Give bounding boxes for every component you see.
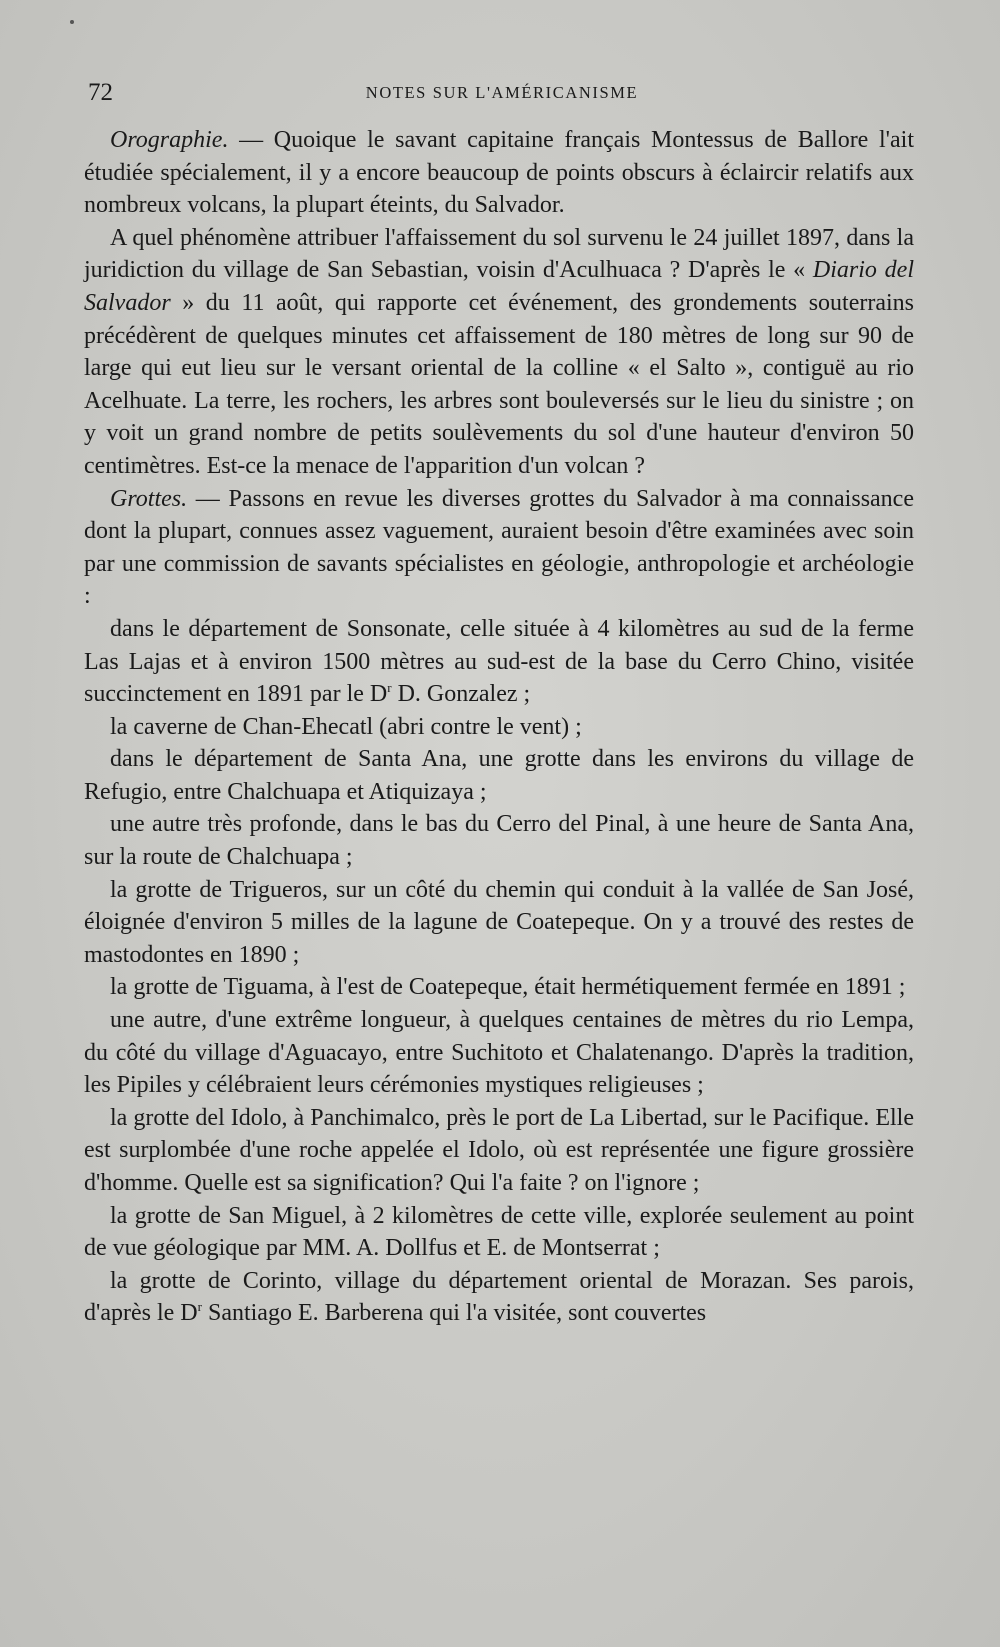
- newspaper-title: Diario del Salvador: [84, 257, 914, 316]
- paragraph-text-after: Santiago E. Barberena qui l'a visitée, sont couvertes: [201, 1300, 707, 1327]
- paragraph-text: — Quoique le savant capitaine français Montessus de Ballore l'ait étudiée spécialement, il y a encore beaucoup de points obscurs à éclaircir relatifs aux nombreux volcans, la plupart éteints, du Salvador.: [84, 127, 914, 219]
- list-item-aguacayo: une autre, d'une extrême longueur, à quelques centaines de mètres du rio Lempa, du côté du village d'Aguacayo, entre Suchitoto et Chalatenango. D'après la tradition, les Pipiles y célébraient leurs cérémonies mystiques religieuses ;: [84, 1007, 914, 1099]
- running-title: NOTES SUR L'AMÉRICANISME: [365, 83, 639, 102]
- paragraph-affaissement: [84, 222, 914, 483]
- running-head: [88, 78, 916, 108]
- list-item-cerro-del-pinal: une autre très profonde, dans le bas du Cerro del Pinal, à une heure de Santa Ana, sur la route de Chalchuapa ;: [84, 811, 914, 871]
- list-item-san-miguel: la grotte de San Miguel, à 2 kilomètres de cette ville, explorée seulement au point de vue géologique par MM. A. Dollfus et E. de Montserrat ;: [84, 1202, 914, 1262]
- paragraph-text: — Passons en revue les diverses grottes du Salvador à ma connaissance dont la plupart, connues assez vaguement, auraient besoin d'être examinées avec soin par une commission de savants spécialistes en géologie, anthropologie et archéologie :: [84, 485, 914, 610]
- paragraph-text: la grotte de Corinto, village du département oriental de Morazan. Ses parois, d'après le D: [84, 1267, 914, 1327]
- list-item-sonsonate: [84, 613, 914, 711]
- section-lead-orographie: Orographie.: [110, 127, 229, 153]
- paragraph-text: dans le département de Sonsonate, celle située à 4 kilomètres au sud de la ferme Las Lajas et à environ 1500 mètres au sud-est de la base du Cerro Chino, visitée succinctement en 1891 par le D: [84, 615, 914, 708]
- list-item-chan-ehecatl: la caverne de Chan-Ehecatl (abri contre le vent) ;: [110, 713, 582, 740]
- section-lead-grottes: Grottes.: [110, 485, 188, 512]
- body-text: [84, 124, 914, 1330]
- superscript: r: [387, 680, 392, 696]
- list-item-corinto: [84, 1265, 914, 1330]
- list-item-tiguama: la grotte de Tiguama, à l'est de Coatepeque, était hermétiquement fermée en 1891 ;: [110, 974, 906, 1001]
- paragraph-text-after: » du 11 août, qui rapporte cet événement, des grondements souterrains précédèrent de quelques minutes cet affaissement de 180 mètres de long sur 90 de large qui eut lieu sur le versant oriental de la colline « el Salto », contiguë au rio Acelhuate. La terre, les rochers, les arbres sont bouleversés sur le lieu du sinistre ; on y voit un grand nombre de petits soulèvements du sol d'une hauteur d'environ 50 centimètres. Est-ce la menace de l'apparition d'un volcan ?: [84, 289, 914, 479]
- list-item-refugio: dans le département de Santa Ana, une grotte dans les environs du village de Refugio, entre Chalchuapa et Atiquizaya ;: [84, 746, 914, 805]
- paragraph-text: A quel phénomène attribuer l'affaissement du sol survenu le 24 juillet 1897, dans la juridiction du village de San Sebastian, voisin d'Aculhuaca ? D'après le «: [84, 224, 914, 284]
- superscript: r: [197, 1299, 202, 1315]
- list-item-idolo: la grotte del Idolo, à Panchimalco, près le port de La Libertad, sur le Pacifique. Elle est surplombée d'une roche appelée el Idolo, où est représentée une figure grossière d'homme. Quelle est sa signification? Qui l'a faite ? on l'ignore ;: [84, 1104, 914, 1196]
- print-speck: [70, 20, 74, 24]
- paragraph-orographie: [84, 124, 914, 222]
- paragraph-grottes: [84, 483, 914, 613]
- page-number: 72: [88, 79, 113, 106]
- list-item-trigueros: la grotte de Trigueros, sur un côté du chemin qui conduit à la vallée de San José, éloignée d'environ 5 milles de la lagune de Coatepeque. On y a trouvé des restes de mastodontes en 1890 ;: [84, 876, 914, 968]
- paragraph-text-after: D. Gonzalez ;: [391, 681, 531, 708]
